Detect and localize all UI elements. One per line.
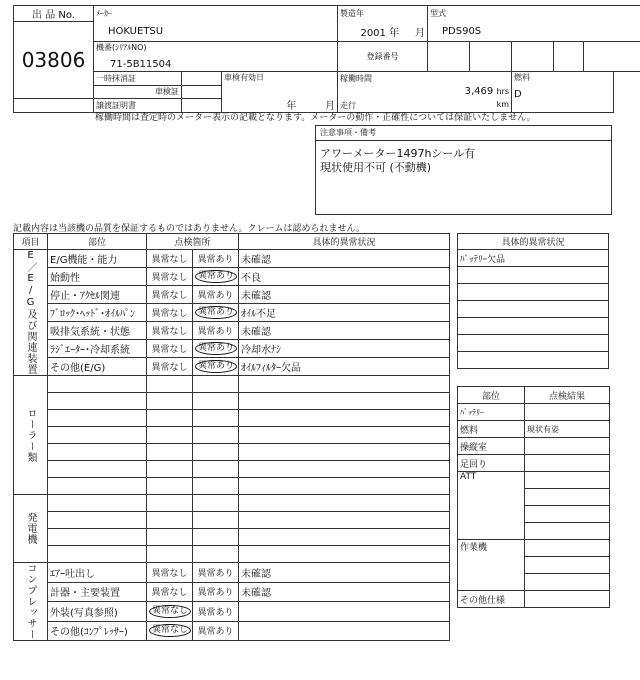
check-ok-text: 異常なし: [151, 291, 188, 301]
km-label: 走行: [340, 100, 356, 110]
check-ng: [193, 602, 239, 622]
table-row: [14, 376, 450, 393]
reg-cell-4: [554, 42, 584, 72]
result-col-part: 部位: [458, 387, 525, 404]
check-ng: [193, 304, 239, 322]
check-ng: [193, 621, 239, 641]
check-ok-text: 異常なし: [151, 363, 188, 373]
group-engine-prefix: E／: [25, 250, 36, 273]
quality-disclaimer: 記載内容は当該機の品質を保証するものではありません。クレームは認められません。: [13, 224, 366, 234]
check-empty: [147, 529, 193, 546]
group-engine: [14, 250, 48, 376]
row-detail: 冷却水ﾅｼ: [239, 340, 450, 358]
table-row: [14, 512, 450, 529]
check-ng-text: 異常あり: [197, 627, 234, 638]
month-unit: 月: [415, 27, 425, 39]
row-detail: 未確認: [239, 286, 450, 304]
right-detail-row: [458, 318, 609, 335]
table-row: [14, 340, 450, 358]
check-empty: [193, 410, 239, 427]
reg-label: 登録番号: [338, 42, 428, 72]
serial-cell: [94, 42, 338, 72]
check-empty: [193, 495, 239, 512]
year-text: 2001 年: [360, 27, 400, 39]
check-ok-text: 異常なし: [151, 588, 188, 599]
check-empty: [147, 461, 193, 478]
table-row: [14, 304, 450, 322]
check-ng: [193, 358, 239, 376]
row-detail: [239, 546, 450, 563]
right-detail-row: [458, 335, 609, 352]
result-other: その他仕様: [458, 591, 525, 608]
result-cab: 操縦室: [458, 438, 525, 455]
check-ok: [147, 322, 193, 340]
check-ok-text: 異常なし: [149, 624, 191, 637]
col-item: 項目: [14, 234, 48, 250]
inspection-label: 車検有効日: [224, 73, 264, 82]
hours-disclaimer: 稼働時間は査定時のメーター表示の記載となります。メーターの動作・正確性については保証いたしません。: [95, 113, 536, 123]
check-empty: [193, 376, 239, 393]
result-battery: ﾊﾞｯﾃﾘｰ: [458, 404, 525, 421]
hours-unit: hrs: [496, 87, 509, 97]
check-ng-text: 異常あり: [195, 306, 237, 319]
serial-value: 71-5B11504: [110, 59, 172, 70]
row-part: 停止・ｱｸｾﾙ関連: [48, 286, 147, 304]
check-ok: [147, 358, 193, 376]
row-part: [48, 376, 147, 393]
group-compressor-label: コンプレッサー: [25, 563, 36, 640]
row-part: [48, 529, 147, 546]
row-detail: 未確認: [239, 250, 450, 268]
row-detail: [239, 495, 450, 512]
check-empty: [193, 546, 239, 563]
check-ng: [193, 286, 239, 304]
check-ng: [193, 322, 239, 340]
col-check: 点検箇所: [147, 234, 239, 250]
check-empty: [147, 495, 193, 512]
table-row: [14, 563, 450, 583]
check-ok-text: 異常なし: [151, 327, 188, 337]
table-row: [14, 427, 450, 444]
check-empty: [147, 376, 193, 393]
table-row: [14, 358, 450, 376]
group-generator-label: 発電機: [25, 512, 36, 545]
result-col-result: 点検結果: [525, 387, 610, 404]
fuel-label: 燃料: [514, 73, 530, 82]
right-detail-row-1: ﾊﾞｯﾃﾘｰ欠品: [458, 250, 609, 267]
check-ng: [193, 268, 239, 286]
row-detail: [239, 512, 450, 529]
table-row: [14, 495, 450, 512]
row-detail: [239, 602, 450, 622]
check-ok-text: 異常なし: [151, 309, 188, 319]
row-detail: 未確認: [239, 563, 450, 583]
result-table: [457, 386, 609, 608]
result-undercarriage: 足回り: [458, 455, 525, 472]
check-ok: [147, 304, 193, 322]
check-ok-text: 異常なし: [151, 273, 188, 283]
reg-cell-1: [428, 42, 470, 72]
row-detail: [239, 461, 450, 478]
table-row: [14, 582, 450, 602]
check-empty: [193, 529, 239, 546]
right-detail-row: [458, 284, 609, 301]
check-ng: [193, 563, 239, 583]
check-empty: [147, 546, 193, 563]
table-row: [14, 529, 450, 546]
check-ok: [147, 563, 193, 583]
row-detail: [239, 478, 450, 495]
transfer-cert-label: 譲渡証明書: [94, 99, 182, 113]
check-ng: [193, 250, 239, 268]
hours-number: 3,469: [464, 86, 494, 98]
km-unit: km: [496, 99, 509, 109]
fuel-cell: [512, 72, 614, 113]
lot-label: 出 品 No.: [14, 6, 94, 22]
group-generator: [14, 495, 48, 563]
check-ng: [193, 340, 239, 358]
row-detail: ｵｲﾙ不足: [239, 304, 450, 322]
result-work: 作業機: [458, 540, 525, 591]
result-fuel: 燃料: [458, 421, 525, 438]
year-label: 製造年: [338, 6, 428, 22]
check-ok-text: 異常なし: [151, 568, 188, 579]
check-empty: [147, 478, 193, 495]
check-ng-text: 異常あり: [197, 588, 234, 599]
notes-line-1: アワーメーター1497hシール有: [320, 147, 476, 160]
row-part: ｴｱｰ吐出し: [48, 563, 147, 583]
check-ok: [147, 582, 193, 602]
row-detail: [239, 410, 450, 427]
check-empty: [147, 444, 193, 461]
right-detail-row: [458, 352, 609, 369]
check-ok-text: 異常なし: [149, 605, 191, 618]
table-row: [14, 250, 450, 268]
check-empty: [147, 427, 193, 444]
inspection-table: [13, 233, 449, 641]
hours-value: [338, 85, 512, 99]
row-detail: ｵｲﾙﾌｨﾙﾀｰ欠品: [239, 358, 450, 376]
right-detail-row: [458, 301, 609, 318]
group-roller-label: ローラー類: [25, 407, 36, 463]
check-ng-text: 異常あり: [197, 607, 234, 618]
check-ok: [147, 621, 193, 641]
check-ok: [147, 340, 193, 358]
result-fuel-value: 現状有姿: [525, 421, 610, 438]
vehicle-cert-box: [182, 85, 222, 99]
check-empty: [147, 512, 193, 529]
row-part: [48, 444, 147, 461]
reg-cell-3: [512, 42, 554, 72]
row-detail: [239, 529, 450, 546]
table-row: [14, 393, 450, 410]
group-engine-label: E/G及び関連装置: [25, 273, 36, 375]
row-part: [48, 495, 147, 512]
check-ng-text: 異常あり: [197, 327, 234, 337]
row-detail: [239, 444, 450, 461]
row-part: その他(ｺﾝﾌﾟﾚｯｻｰ): [48, 621, 147, 641]
check-empty: [147, 410, 193, 427]
model-label: 型式: [428, 6, 640, 22]
right-detail-row: [458, 267, 609, 284]
check-empty: [193, 512, 239, 529]
row-part: E/G機能・能力: [48, 250, 147, 268]
check-empty: [193, 444, 239, 461]
inspection-year-unit: 年: [286, 101, 297, 112]
row-detail: 不良: [239, 268, 450, 286]
right-detail-table: [457, 233, 609, 369]
check-ng-text: 異常あり: [197, 568, 234, 579]
check-ok: [147, 268, 193, 286]
table-row: [14, 546, 450, 563]
check-ng-text: 異常あり: [197, 255, 234, 265]
check-empty: [147, 393, 193, 410]
row-part: ﾗｼﾞｴｰﾀｰ･冷却系統: [48, 340, 147, 358]
table-row: [14, 478, 450, 495]
table-row: [14, 461, 450, 478]
fuel-value: D: [514, 89, 522, 100]
reg-cell-5: [584, 42, 640, 72]
header-block: [13, 5, 613, 113]
table-row: [14, 410, 450, 427]
hours-label: 稼働時間: [338, 72, 512, 86]
check-ok-text: 異常なし: [151, 255, 188, 265]
row-part: その他(E/G): [48, 358, 147, 376]
row-part: [48, 512, 147, 529]
inspection-date-cell: [222, 72, 338, 113]
row-detail: 未確認: [239, 322, 450, 340]
year-value: [338, 22, 428, 42]
vehicle-cert-label: 車検証: [94, 85, 182, 99]
row-part: 始動性: [48, 268, 147, 286]
col-part: 部位: [48, 234, 147, 250]
check-ng-text: 異常あり: [197, 291, 234, 301]
lot-number: 03806: [14, 22, 94, 99]
table-row: [14, 322, 450, 340]
row-part: 吸排気系統・状態: [48, 322, 147, 340]
maker-value: HOKUETSU: [94, 22, 338, 42]
check-ok: [147, 602, 193, 622]
result-att: ATT: [458, 472, 525, 540]
row-part: 計器・主要装置: [48, 582, 147, 602]
row-part: [48, 410, 147, 427]
check-ok: [147, 250, 193, 268]
check-ok: [147, 286, 193, 304]
row-part: [48, 427, 147, 444]
check-ng: [193, 582, 239, 602]
inspection-month-unit: 月: [325, 101, 335, 112]
col-detail: 具体的異常状況: [239, 234, 450, 250]
check-ng-text: 異常あり: [195, 270, 237, 283]
table-row: [14, 444, 450, 461]
row-detail: [239, 621, 450, 641]
row-detail: [239, 393, 450, 410]
check-empty: [193, 478, 239, 495]
notes-line-2: 現状使用不可 (不動機): [320, 161, 432, 174]
row-part: 外装(写真参照): [48, 602, 147, 622]
row-part: [48, 546, 147, 563]
row-part: ﾌﾞﾛｯｸ･ﾍｯﾄﾞ･ｵｲﾙﾊﾟﾝ: [48, 304, 147, 322]
serial-label: 機番(ｼﾘｱﾙNO): [96, 43, 147, 52]
group-roller: [14, 376, 48, 495]
check-ng-text: 異常あり: [195, 360, 237, 373]
notes-label: 注意事項・備考: [316, 126, 611, 141]
table-row: [14, 621, 450, 641]
check-ok-text: 異常なし: [151, 345, 188, 355]
check-ng-text: 異常あり: [195, 342, 237, 355]
reg-cell-2: [470, 42, 512, 72]
row-detail: 未確認: [239, 582, 450, 602]
table-row: [14, 268, 450, 286]
model-value: PDS90S: [428, 22, 640, 42]
row-part: [48, 478, 147, 495]
notes-box: [315, 125, 612, 215]
table-row: [14, 602, 450, 622]
row-detail: [239, 427, 450, 444]
table-row: [14, 286, 450, 304]
row-part: [48, 393, 147, 410]
check-empty: [193, 393, 239, 410]
check-empty: [193, 427, 239, 444]
temp-reg-box: [182, 72, 222, 86]
temp-reg-label: 一時抹消証: [94, 72, 182, 86]
row-detail: [239, 376, 450, 393]
row-part: [48, 461, 147, 478]
right-detail-header: 具体的異常状況: [458, 234, 609, 250]
maker-label: ﾒｰｶｰ: [94, 6, 338, 22]
group-compressor: [14, 563, 48, 641]
check-empty: [193, 461, 239, 478]
